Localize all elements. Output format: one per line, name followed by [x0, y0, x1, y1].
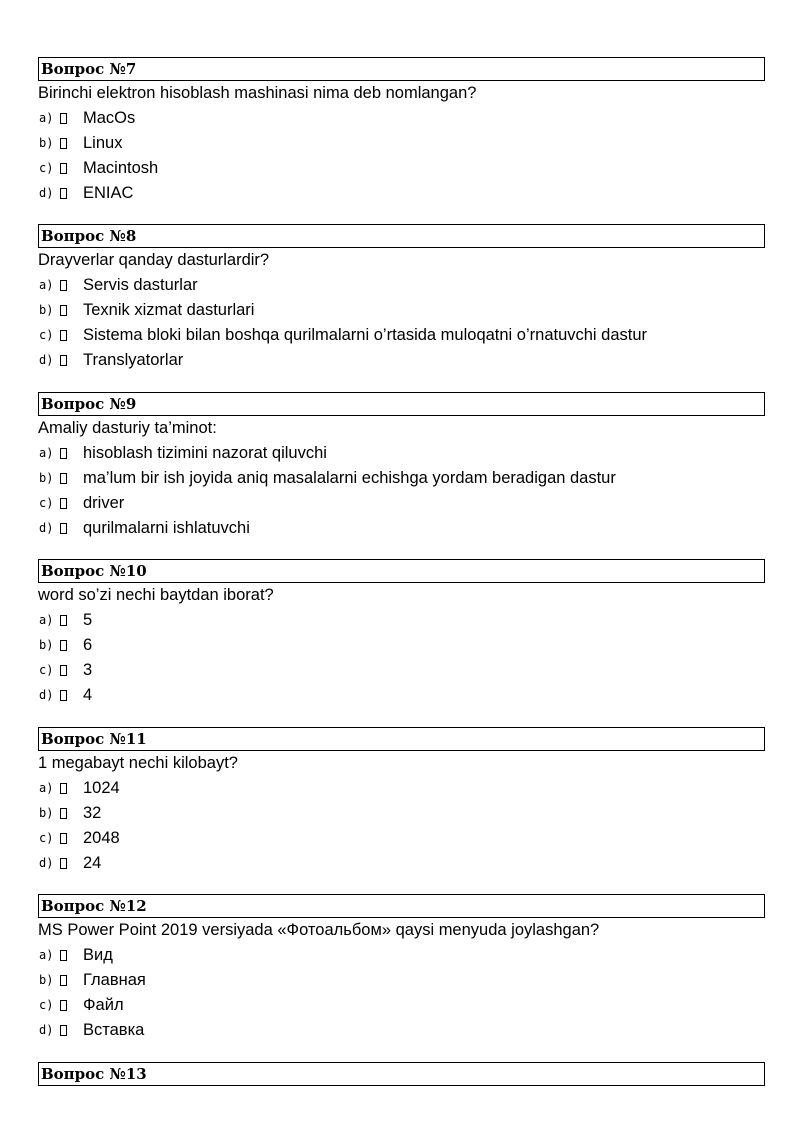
answer-option[interactable] [38, 608, 765, 633]
answer-text: hisoblash tizimini nazorat qiluvchi [83, 443, 327, 462]
answer-option[interactable] [38, 943, 765, 968]
answer-option[interactable] [38, 776, 765, 801]
answer-letter: a) [39, 278, 54, 293]
checkbox-icon[interactable] [60, 113, 67, 124]
answer-letter: b) [39, 972, 54, 987]
checkbox-icon[interactable] [60, 1000, 67, 1011]
question-header: Вопрос №12 [38, 894, 765, 918]
answer-letter: a) [39, 445, 54, 460]
question-text: word so’zi nechi baytdan iborat? [38, 586, 274, 605]
answer-text: MacOs [83, 109, 136, 127]
question-block [38, 559, 765, 726]
question-header: Вопрос №10 [38, 559, 765, 583]
question-text: 1 megabayt nechi kilobayt? [38, 753, 238, 772]
checkbox-icon[interactable] [60, 355, 67, 366]
question-header: Вопрос №8 [38, 224, 765, 248]
answer-letter: d) [39, 688, 54, 703]
checkbox-icon[interactable] [60, 188, 67, 199]
answer-text: 24 [83, 853, 102, 872]
question-text: Drayverlar qanday dasturlardir? [38, 251, 270, 270]
answer-letter: b) [39, 136, 54, 150]
answer-text: 5 [83, 611, 93, 630]
checkbox-icon[interactable] [60, 498, 67, 509]
checkbox-icon[interactable] [60, 305, 67, 316]
answer-text: 6 [83, 636, 93, 655]
answer-letter: a) [39, 947, 54, 962]
answer-option[interactable] [38, 323, 765, 348]
answer-text: Servis dasturlar [83, 276, 198, 295]
answer-text: 3 [83, 661, 93, 680]
answer-option[interactable] [38, 1018, 765, 1043]
answer-text: Macintosh [83, 159, 159, 177]
checkbox-icon[interactable] [60, 833, 67, 844]
checkbox-icon[interactable] [60, 665, 67, 676]
question-header: Вопрос №9 [38, 392, 765, 416]
checkbox-icon[interactable] [60, 1025, 67, 1036]
checkbox-icon[interactable] [60, 950, 67, 961]
answer-text: 2048 [83, 828, 120, 847]
question-header: Вопрос №13 [38, 1062, 765, 1086]
answer-letter: b) [39, 638, 54, 653]
answer-option[interactable] [38, 851, 765, 876]
answer-text: 32 [83, 803, 102, 822]
answer-option[interactable] [38, 658, 765, 683]
answer-letter: a) [39, 613, 54, 628]
question-block [38, 894, 765, 1061]
answer-option[interactable] [38, 348, 765, 373]
answer-text: Файл [83, 995, 124, 1014]
answer-text: Linux [83, 134, 123, 152]
checkbox-icon[interactable] [60, 330, 67, 341]
answer-option[interactable] [38, 826, 765, 851]
answer-option[interactable] [38, 273, 765, 298]
answer-option[interactable] [38, 683, 765, 708]
question-text: Amaliy dasturiy ta’minot: [38, 418, 217, 437]
answer-letter: c) [39, 495, 54, 510]
question-block [38, 57, 765, 224]
answer-text: qurilmalarni ishlatuvchi [83, 518, 250, 537]
answer-letter: c) [39, 161, 54, 175]
answer-text: Вид [83, 945, 113, 964]
checkbox-icon[interactable] [60, 858, 67, 869]
answer-text: ENIAC [83, 184, 134, 202]
answer-option[interactable] [38, 298, 765, 323]
checkbox-icon[interactable] [60, 975, 67, 986]
answer-letter: c) [39, 997, 54, 1012]
question-block [38, 392, 765, 559]
question-list [38, 57, 765, 1061]
answer-letter: c) [39, 328, 54, 343]
checkbox-icon[interactable] [60, 808, 67, 819]
answer-text: Главная [83, 970, 146, 989]
answer-text: 4 [83, 686, 93, 705]
answer-letter: b) [39, 805, 54, 820]
answer-option[interactable] [38, 968, 765, 993]
answer-option[interactable] [38, 491, 765, 516]
checkbox-icon[interactable] [60, 640, 67, 651]
answer-letter: a) [39, 780, 54, 795]
checkbox-icon[interactable] [60, 523, 67, 534]
answer-option[interactable] [38, 633, 765, 658]
question-block [38, 224, 765, 391]
checkbox-icon[interactable] [60, 615, 67, 626]
answer-option[interactable] [38, 516, 765, 541]
question-text: Birinchi elektron hisoblash mashinasi nima deb nomlangan? [38, 84, 477, 102]
question-block [38, 727, 765, 894]
answer-letter: d) [39, 353, 54, 368]
answer-option[interactable] [38, 993, 765, 1018]
answer-letter: d) [39, 855, 54, 870]
question-header: Вопрос №11 [38, 727, 765, 751]
answer-letter: c) [39, 830, 54, 845]
question-text: MS Power Point 2019 versiyada «Фотоальбом» qaysi menyuda joylashgan? [38, 920, 600, 939]
answer-option[interactable] [38, 156, 765, 181]
answer-option[interactable] [38, 466, 765, 491]
answer-letter: d) [39, 186, 54, 200]
answer-option[interactable] [38, 131, 765, 156]
answer-option[interactable] [38, 181, 765, 206]
answer-text: Texnik xizmat dasturlari [83, 301, 255, 320]
checkbox-icon[interactable] [60, 163, 67, 174]
answer-letter: d) [39, 1022, 54, 1037]
answer-text: 1024 [83, 778, 120, 797]
answer-letter: a) [39, 111, 54, 125]
answer-letter: b) [39, 470, 54, 485]
checkbox-icon[interactable] [60, 448, 67, 459]
answer-option[interactable] [38, 441, 765, 466]
answer-text: Translyatorlar [83, 351, 184, 370]
answer-letter: b) [39, 303, 54, 318]
checkbox-icon[interactable] [60, 690, 67, 701]
checkbox-icon[interactable] [60, 783, 67, 794]
answer-text: ma’lum bir ish joyida aniq masalalarni echishga yordam beradigan dastur [83, 468, 616, 487]
answer-option[interactable] [38, 801, 765, 826]
answer-text: Sistema bloki bilan boshqa qurilmalarni o’rtasida muloqatni o’rnatuvchi dastur [83, 326, 648, 345]
checkbox-icon[interactable] [60, 138, 67, 149]
checkbox-icon[interactable] [60, 280, 67, 291]
answer-text: driver [83, 493, 125, 512]
question-13 [38, 1062, 765, 1086]
answer-text: Вставка [83, 1020, 145, 1039]
checkbox-icon[interactable] [60, 473, 67, 484]
question-header: Вопрос №7 [38, 57, 765, 81]
answer-option[interactable] [38, 106, 765, 131]
answer-letter: d) [39, 520, 54, 535]
answer-letter: c) [39, 663, 54, 678]
